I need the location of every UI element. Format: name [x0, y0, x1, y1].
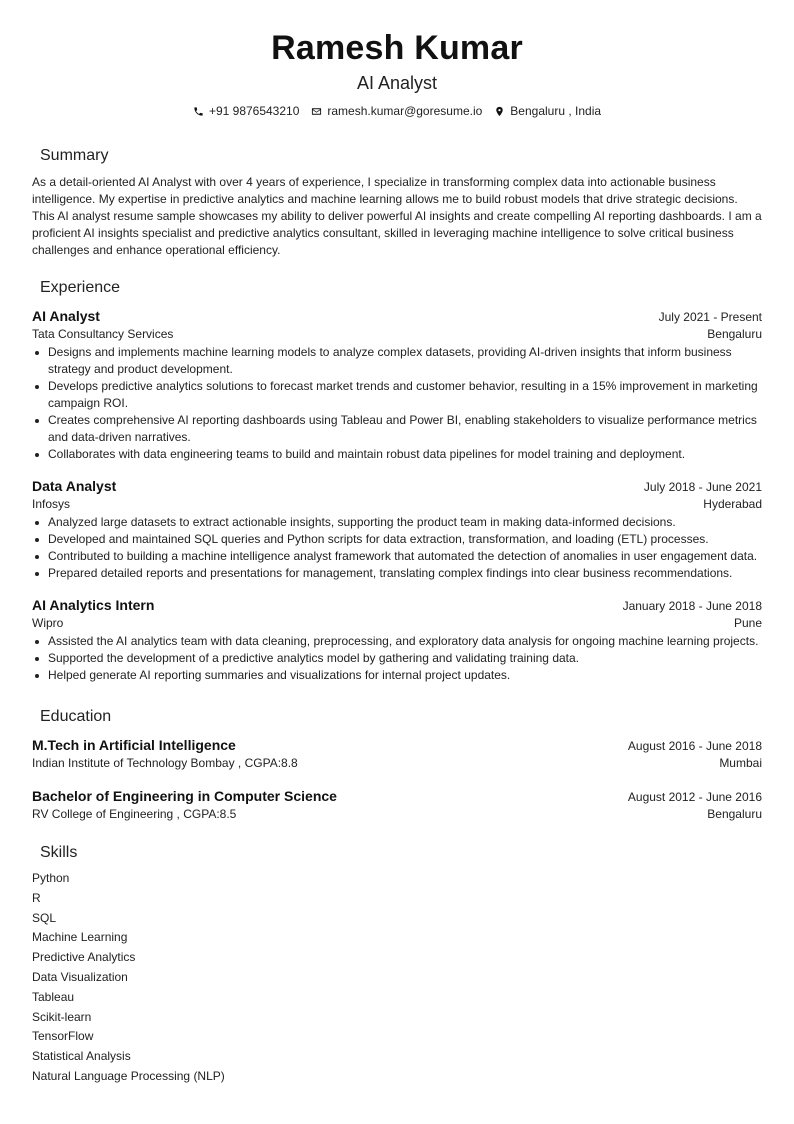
section-title-education: Education: [40, 708, 112, 725]
experience-section: [0, 278, 794, 684]
skill-item: Data Visualization: [32, 969, 128, 984]
email-text: ramesh.kumar@goresume.io: [327, 104, 483, 118]
job-bullets: [32, 633, 762, 684]
job-company: Infosys: [32, 497, 71, 511]
school-name: Indian Institute of Technology Bombay , CGPA:8.8: [32, 756, 298, 770]
list-item: Supported the development of a predictive analytics model by gathering and validating training data.: [48, 650, 762, 667]
job-company: Tata Consultancy Services: [32, 327, 174, 341]
list-item: Collaborates with data engineering teams to build and maintain robust data pipelines for model training and deployment.: [48, 446, 762, 463]
contact-bar: [0, 103, 794, 119]
map-pin-icon: [494, 106, 505, 117]
candidate-name: Ramesh Kumar: [271, 29, 523, 67]
skill-item: Python: [32, 871, 70, 885]
contact-email[interactable]: [311, 103, 482, 119]
school-location: Mumbai: [719, 756, 762, 770]
contact-phone[interactable]: [193, 103, 299, 119]
summary-text: As a detail-oriented AI Analyst with over 4 years of experience, I specialize in transforming complex data into actionable business intelligence. My expertise in predictive analytics and machine learning allows me to build robust models that drive strategic decisions. This AI analyst resume sample showcases my ability to deliver powerful AI insights and create compelling AI reporting dashboards. I am a proficient AI insights specialist and predictive analytics consultant, skilled in leveraging machine intelligence to solve critical business challenges and enhance operational efficiency.: [32, 175, 762, 257]
skill-item: Scikit-learn: [32, 1009, 92, 1024]
education-dates: August 2012 - June 2016: [627, 790, 762, 804]
skill-item: Machine Learning: [32, 930, 128, 945]
skill-item: Natural Language Processing (NLP): [32, 1068, 225, 1083]
section-title-summary: Summary: [40, 147, 109, 164]
job-bullets: [32, 514, 762, 582]
summary-section: [0, 146, 794, 259]
job-title: AI Analytics Intern: [32, 597, 155, 613]
section-title-skills: Skills: [40, 844, 78, 861]
skills-section: [0, 843, 794, 1087]
degree-title: Bachelor of Engineering in Computer Science: [32, 788, 337, 804]
list-item: Assisted the AI analytics team with data cleaning, preprocessing, and exploratory data analysis for ongoing machine learning projects.: [48, 633, 762, 650]
list-item: Develops predictive analytics solutions to forecast market trends and customer behavior, resulting in a 15% improvement in marketing campaign ROI.: [48, 378, 762, 412]
list-item: Creates comprehensive AI reporting dashboards using Tableau and Power BI, enabling stakeholders to visualize performance metrics and data-driven narratives.: [48, 412, 762, 446]
list-item: Helped generate AI reporting summaries and visualizations for internal project updates.: [48, 667, 762, 684]
job-location: Bengaluru: [707, 327, 762, 341]
job-title: AI Analyst: [32, 308, 100, 324]
list-item: Prepared detailed reports and presentations for management, translating complex findings into clear business recommendations.: [48, 565, 762, 582]
list-item: Contributed to building a machine intelligence analyst framework that automated the detection of anomalies in user engagement data.: [48, 548, 762, 565]
skill-item: R: [32, 890, 41, 905]
section-title-experience: Experience: [40, 279, 121, 296]
phone-text: +91 9876543210: [208, 104, 300, 118]
skill-item: TensorFlow: [32, 1029, 94, 1044]
education-entry: [32, 736, 762, 772]
list-item: Analyzed large datasets to extract actionable insights, supporting the product team in making data-informed decisions.: [48, 514, 762, 531]
skill-item: Statistical Analysis: [32, 1049, 131, 1064]
job-location: Pune: [733, 616, 762, 630]
list-item: Designs and implements machine learning models to analyze complex datasets, providing AI-driven insights that inform business strategy and product development.: [48, 344, 762, 378]
degree-title: M.Tech in Artificial Intelligence: [32, 737, 236, 753]
resume-header: [0, 0, 794, 119]
job-entry: [32, 307, 762, 463]
skills-list: [0, 869, 794, 1087]
skill-item: SQL: [32, 910, 57, 925]
phone-icon: [193, 106, 204, 117]
job-location: Hyderabad: [703, 497, 762, 511]
candidate-role: AI Analyst: [356, 73, 438, 93]
school-name: RV College of Engineering , CGPA:8.5: [32, 807, 237, 821]
job-company: Wipro: [32, 616, 64, 630]
envelope-icon: [311, 106, 322, 117]
education-section: [0, 707, 794, 823]
job-title: Data Analyst: [32, 478, 117, 494]
job-bullets: [32, 344, 762, 463]
education-entry: [32, 787, 762, 823]
contact-location: [494, 103, 601, 119]
job-entry: [32, 596, 762, 684]
skill-item: Predictive Analytics: [32, 950, 136, 965]
education-dates: August 2016 - June 2018: [627, 739, 762, 753]
location-text: Bengaluru , India: [510, 104, 602, 118]
job-dates: July 2018 - June 2021: [643, 480, 762, 494]
skill-item: Tableau: [32, 989, 75, 1004]
job-dates: July 2021 - Present: [658, 310, 762, 324]
job-entry: [32, 477, 762, 582]
list-item: Developed and maintained SQL queries and Python scripts for data extraction, transformation, and loading (ETL) processes.: [48, 531, 762, 548]
school-location: Bengaluru: [707, 807, 762, 821]
job-dates: January 2018 - June 2018: [622, 599, 762, 613]
